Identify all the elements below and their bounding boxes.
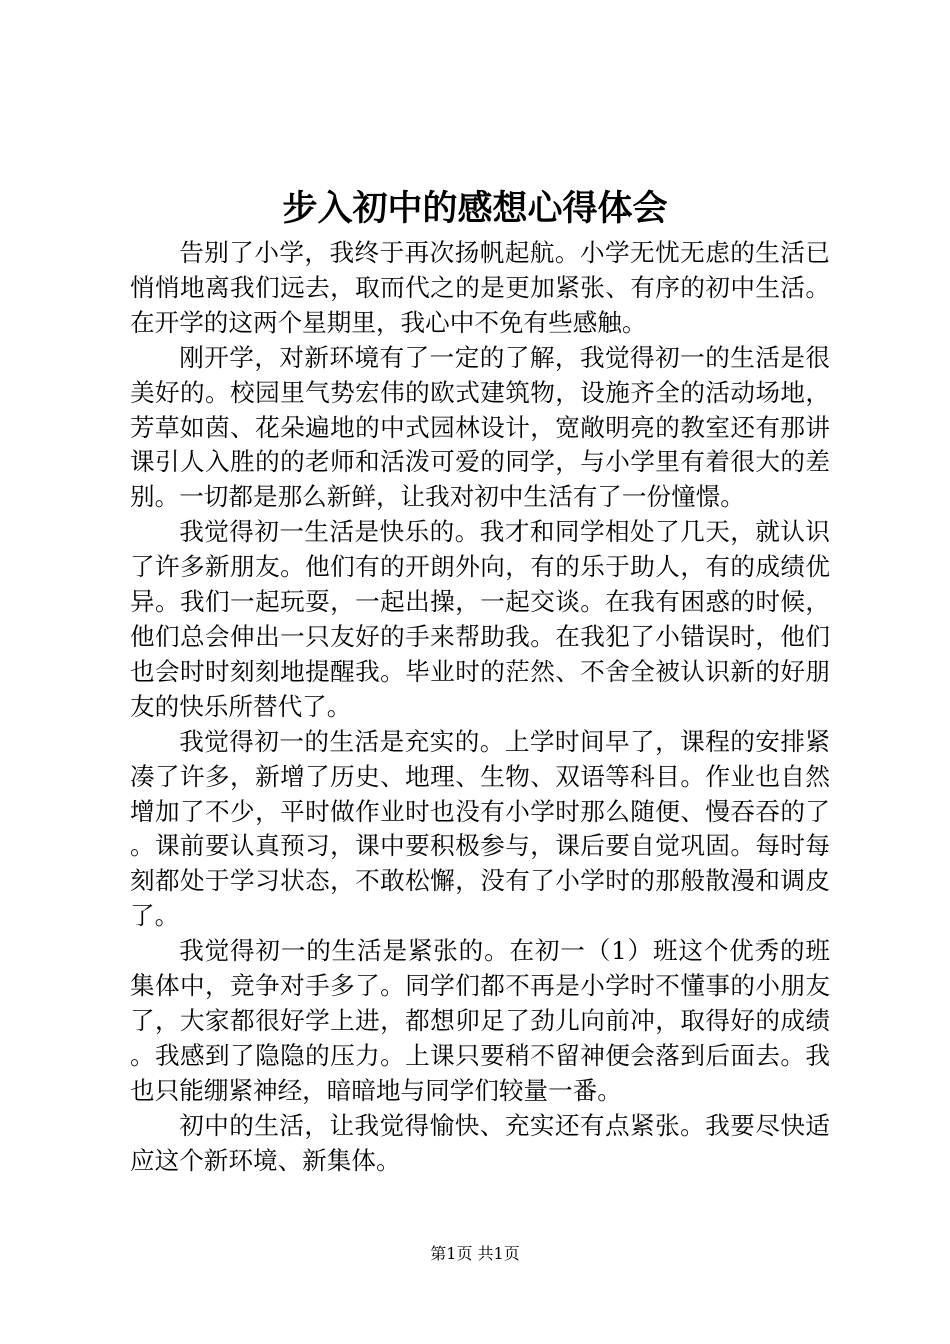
page-number-footer: 第1页 共1页 (430, 1244, 520, 1263)
document-title: 步入初中的感想心得体会 (282, 188, 668, 229)
paragraph-2: 刚开学，对新环境有了一定的了解，我觉得初一的生活是很美好的。校园里气势宏伟的欧式建筑物，设施齐全的活动场地，芳草如茵、花朵遍地的中式园林设计，宽敞明亮的教室还有那讲课引人入胜的的老师和活泼可爱的同学，与小学里有着很大的差别。一切都是那么新鲜，让我对初中生活有了一份憧憬。 (130, 342, 830, 512)
paragraph-6: 初中的生活，让我觉得愉快、充实还有点紧张。我要尽快适应这个新环境、新集体。 (130, 1110, 830, 1175)
paragraph-1: 告别了小学，我终于再次扬帆起航。小学无忧无虑的生活已悄悄地离我们远去，取而代之的是更加紧张、有序的初中生活。在开学的这两个星期里，我心中不免有些感触。 (130, 238, 830, 337)
paragraph-5: 我觉得初一的生活是紧张的。在初一（1）班这个优秀的班集体中，竞争对手多了。同学们都不再是小学时不懂事的小朋友了，大家都很好学上进，都想卯足了劲儿向前冲，取得好的成绩。我感到了隐隐的压力。上课只要稍不留神便会落到后面去。我也只能绷紧神经，暗暗地与同学们较量一番。 (130, 936, 830, 1105)
paragraph-4: 我觉得初一的生活是充实的。上学时间早了，课程的安排紧凑了许多，新增了历史、地理、生物、双语等科目。作业也自然增加了不少，平时做作业时也没有小学时那么随便、慢吞吞的了。课前要认真预习，课中要积极参与，课后要自觉巩固。每时每刻都处于学习状态，不敢松懈，没有了小学时的那般散漫和调皮了。 (130, 726, 830, 931)
document-body (130, 236, 830, 1178)
paragraph-3: 我觉得初一生活是快乐的。我才和同学相处了几天，就认识了许多新朋友。他们有的开朗外向，有的乐于助人，有的成绩优异。我们一起玩耍，一起出操，一起交谈。在我有困惑的时候，他们总会伸出一只友好的手来帮助我。在我犯了小错误时，他们也会时时刻刻地提醒我。毕业时的茫然、不舍全被认识新的好朋友的快乐所替代了。 (130, 517, 830, 721)
